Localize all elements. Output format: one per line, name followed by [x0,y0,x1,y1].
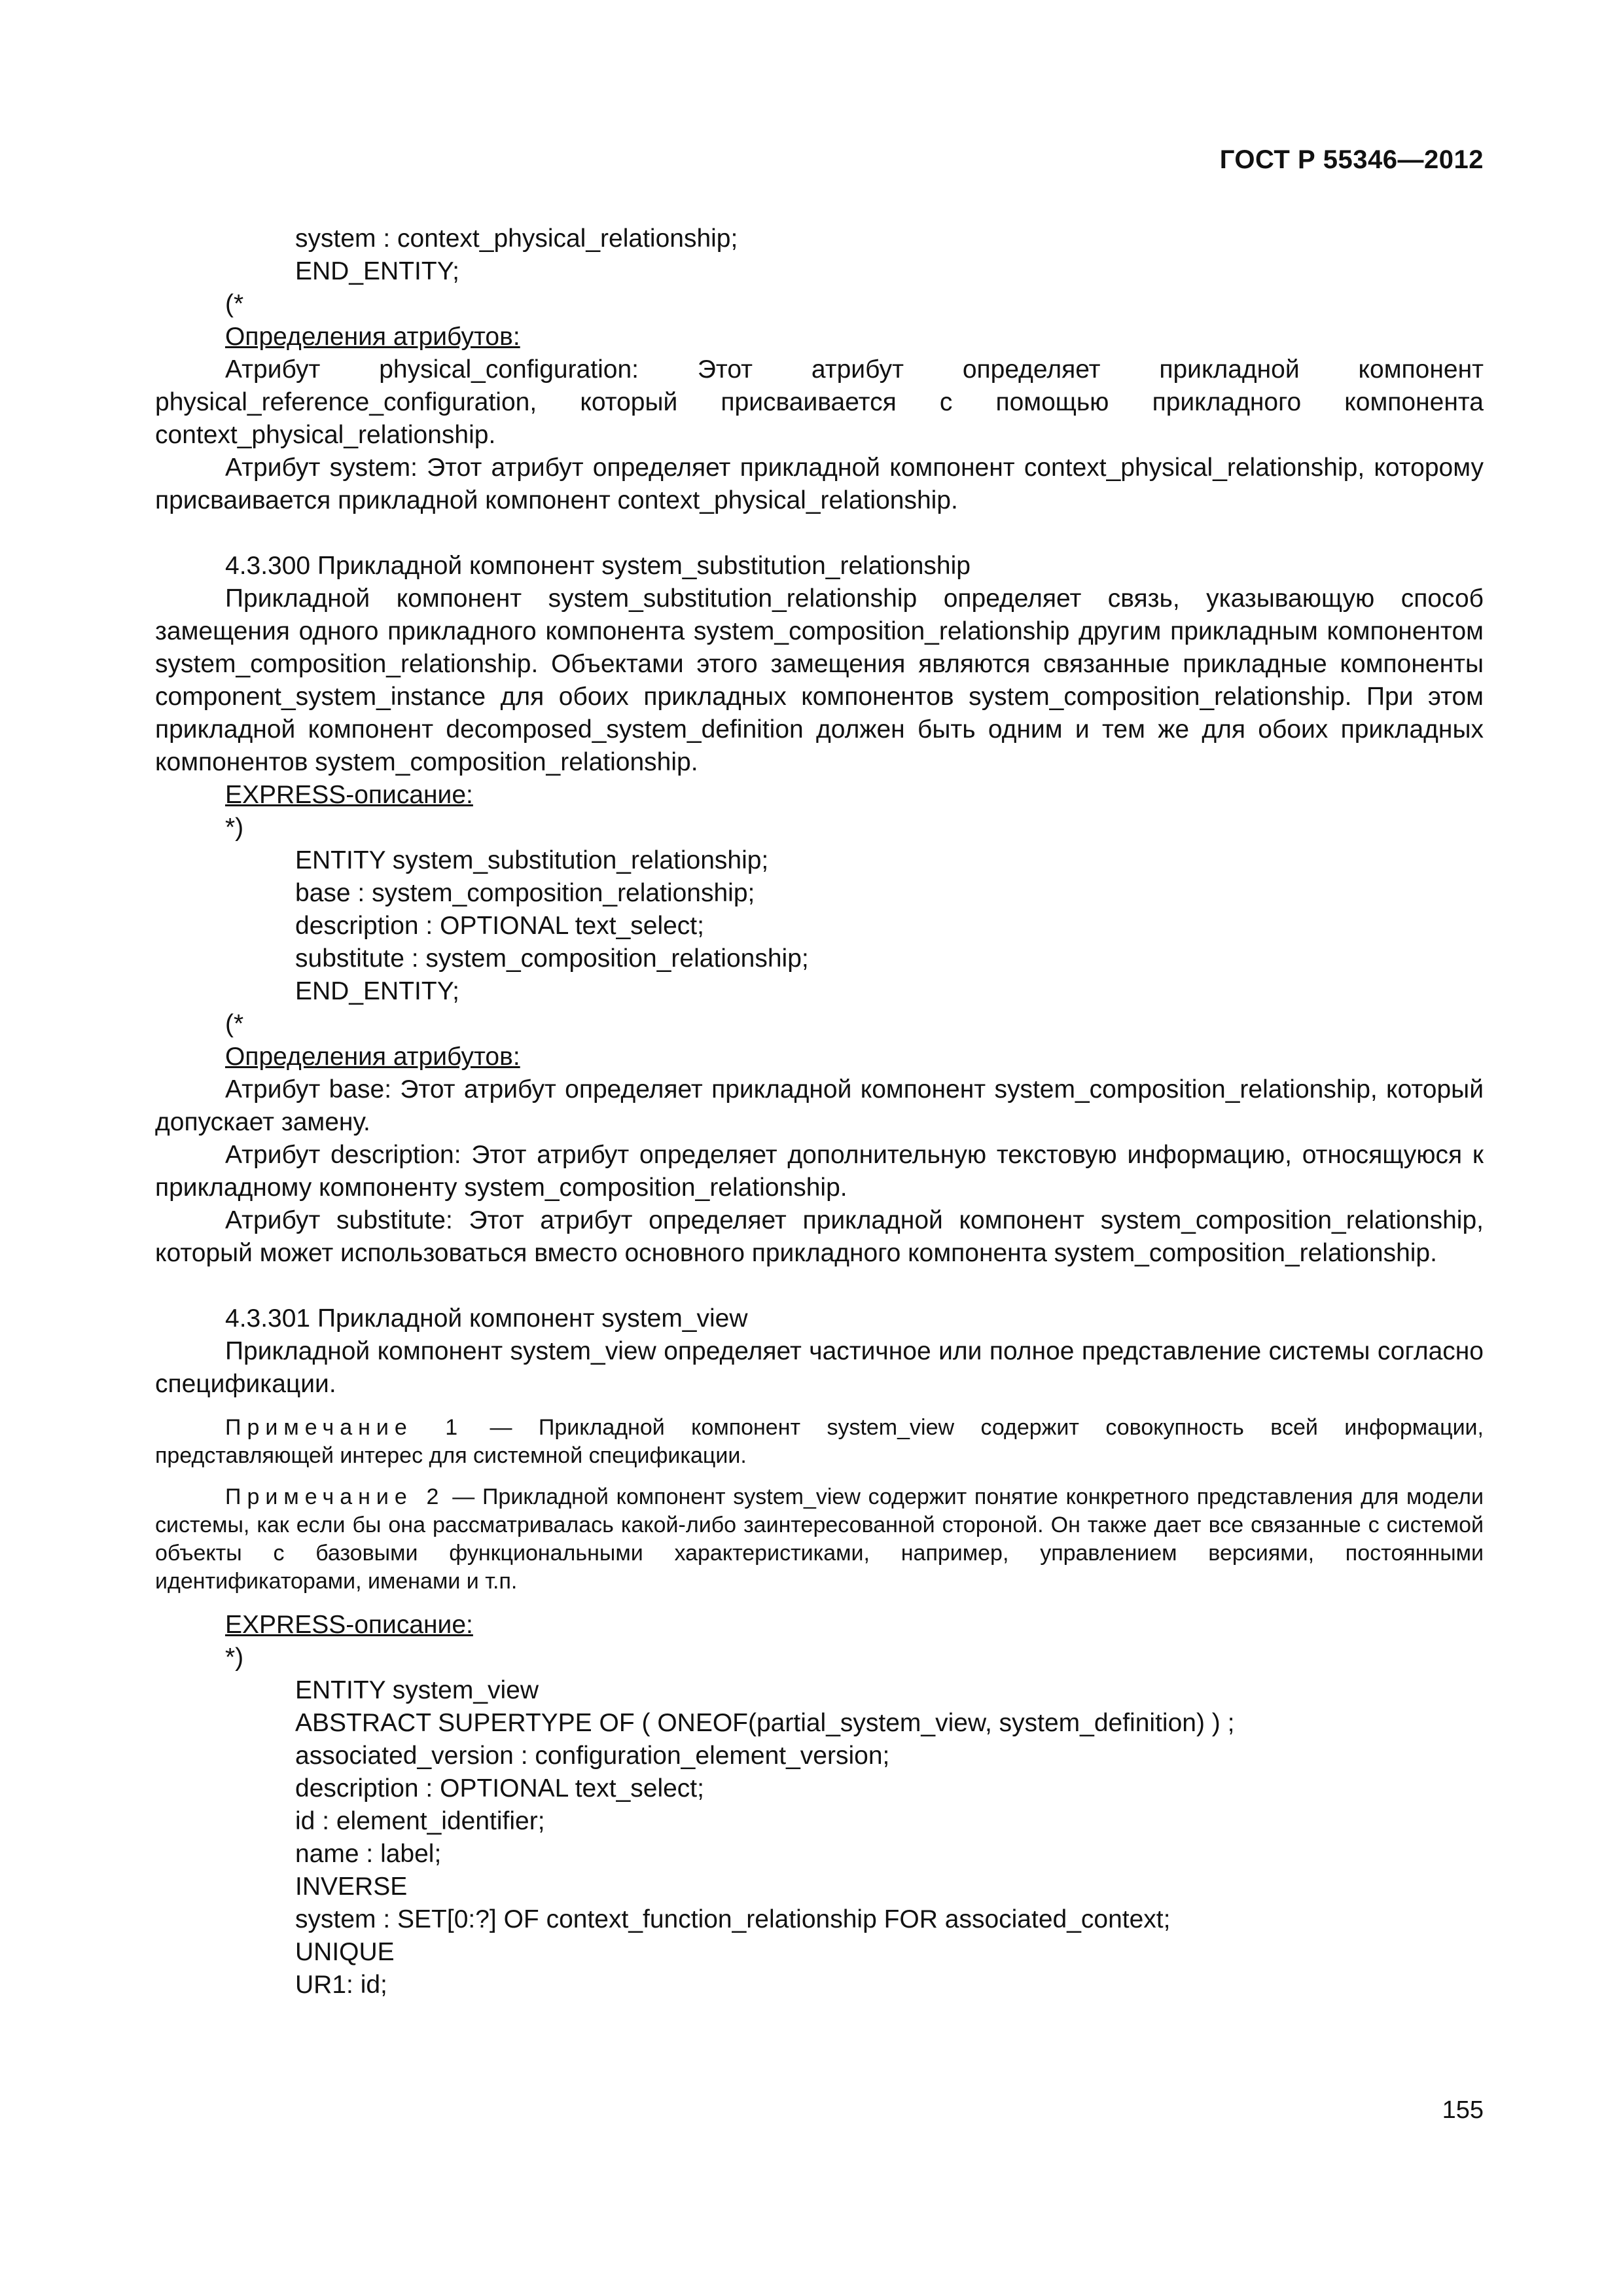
note-2 [155,1483,1484,1596]
page-number: 155 [1442,2096,1484,2124]
code-line: base : system_composition_relationship; [295,879,755,907]
attr-definitions-heading: Определения атрибутов: [225,323,520,351]
section-description: Прикладной компонент system_view определяет частичное или полное представление системы согласно спецификации. [155,1337,1484,1398]
code-line: description : OPTIONAL text_select; [295,1774,704,1803]
code-line: END_ENTITY; [295,257,460,285]
express-label: EXPRESS-описание: [225,781,473,809]
comment-close: *) [225,1643,244,1672]
note-label: Примечание 2 [225,1484,445,1509]
section-description: Прикладной компонент system_substitution_relationship определяет связь, указывающую способ замещения одного прикладного компонента system_composition_relationship другим прикладным компонентом system_composition_relationship. Объектами этого замещения являются связанные прикладные компоненты component_system_instance для обоих прикладных компонентов system_composition_relationship. При этом прикладной компонент decomposed_system_definition должен быть одним и тем же для обоих прикладных компонентов system_composition_relationship. [155,584,1484,776]
note-1 [155,1414,1484,1470]
comment-close: *) [225,814,244,842]
note-label: Примечание 1 [225,1415,464,1440]
code-line: UR1: id; [295,1971,387,1999]
attr-paragraph: Атрибут system: Этот атрибут определяет прикладной компонент context_physical_relationship, которому присваивается прикладной компонент context_physical_relationship. [155,454,1484,514]
express-label: EXPRESS-описание: [225,1611,473,1639]
code-line: ENTITY system_view [295,1676,539,1704]
code-line: UNIQUE [295,1938,395,1966]
code-line: system : SET[0:?] OF context_function_relationship FOR associated_context; [295,1905,1171,1933]
code-line: substitute : system_composition_relationship; [295,944,809,973]
note-text: — Прикладной компонент system_view содержит понятие конкретного представления для модели системы, как если бы она рассматривалась какой-либо заинтересованной стороной. Он также дает все связанные с системой объекты с базовыми функциональными характеристиками, например, управлением версиями, постоянными идентификаторами, именами и т.п. [155,1484,1484,1594]
attr-paragraph: Атрибут base: Этот атрибут определяет прикладной компонент system_composition_relationship, который допускает замену. [155,1075,1484,1136]
attr-definitions-heading: Определения атрибутов: [225,1043,520,1071]
note-text: — Прикладной компонент system_view содержит совокупность всей информации, представляющей интерес для системной спецификации. [155,1415,1484,1468]
code-line: system : context_physical_relationship; [295,224,738,253]
section-heading: 4.3.301 Прикладной компонент system_view [225,1304,748,1333]
page-body [155,223,1484,2001]
attr-paragraph: Атрибут description: Этот атрибут определяет дополнительную текстовую информацию, относящуюся к прикладному компоненту system_composition_relationship. [155,1141,1484,1202]
code-line: description : OPTIONAL text_select; [295,912,704,940]
attr-paragraph: Атрибут substitute: Этот атрибут определяет прикладной компонент system_composition_relationship, который может использоваться вместо основного прикладного компонента system_composition_relationship. [155,1206,1484,1267]
section-heading: 4.3.300 Прикладной компонент system_substitution_relationship [225,552,971,580]
code-line: END_ENTITY; [295,977,460,1005]
code-line: ENTITY system_substitution_relationship; [295,846,769,874]
code-line: associated_version : configuration_element_version; [295,1742,890,1770]
page-header: ГОСТ Р 55346—2012 [1219,145,1484,174]
comment-open: (* [225,290,244,318]
comment-open: (* [225,1010,244,1038]
code-line: name : label; [295,1840,442,1868]
code-line: id : element_identifier; [295,1807,545,1835]
attr-paragraph: Атрибут physical_configuration: Этот атрибут определяет прикладной компонент physical_reference_configuration, который присваивается с помощью прикладного компонента context_physical_relationship. [155,355,1484,449]
code-line: ABSTRACT SUPERTYPE OF ( ONEOF(partial_system_view, system_definition) ) ; [295,1709,1235,1737]
code-line: INVERSE [295,1873,408,1901]
